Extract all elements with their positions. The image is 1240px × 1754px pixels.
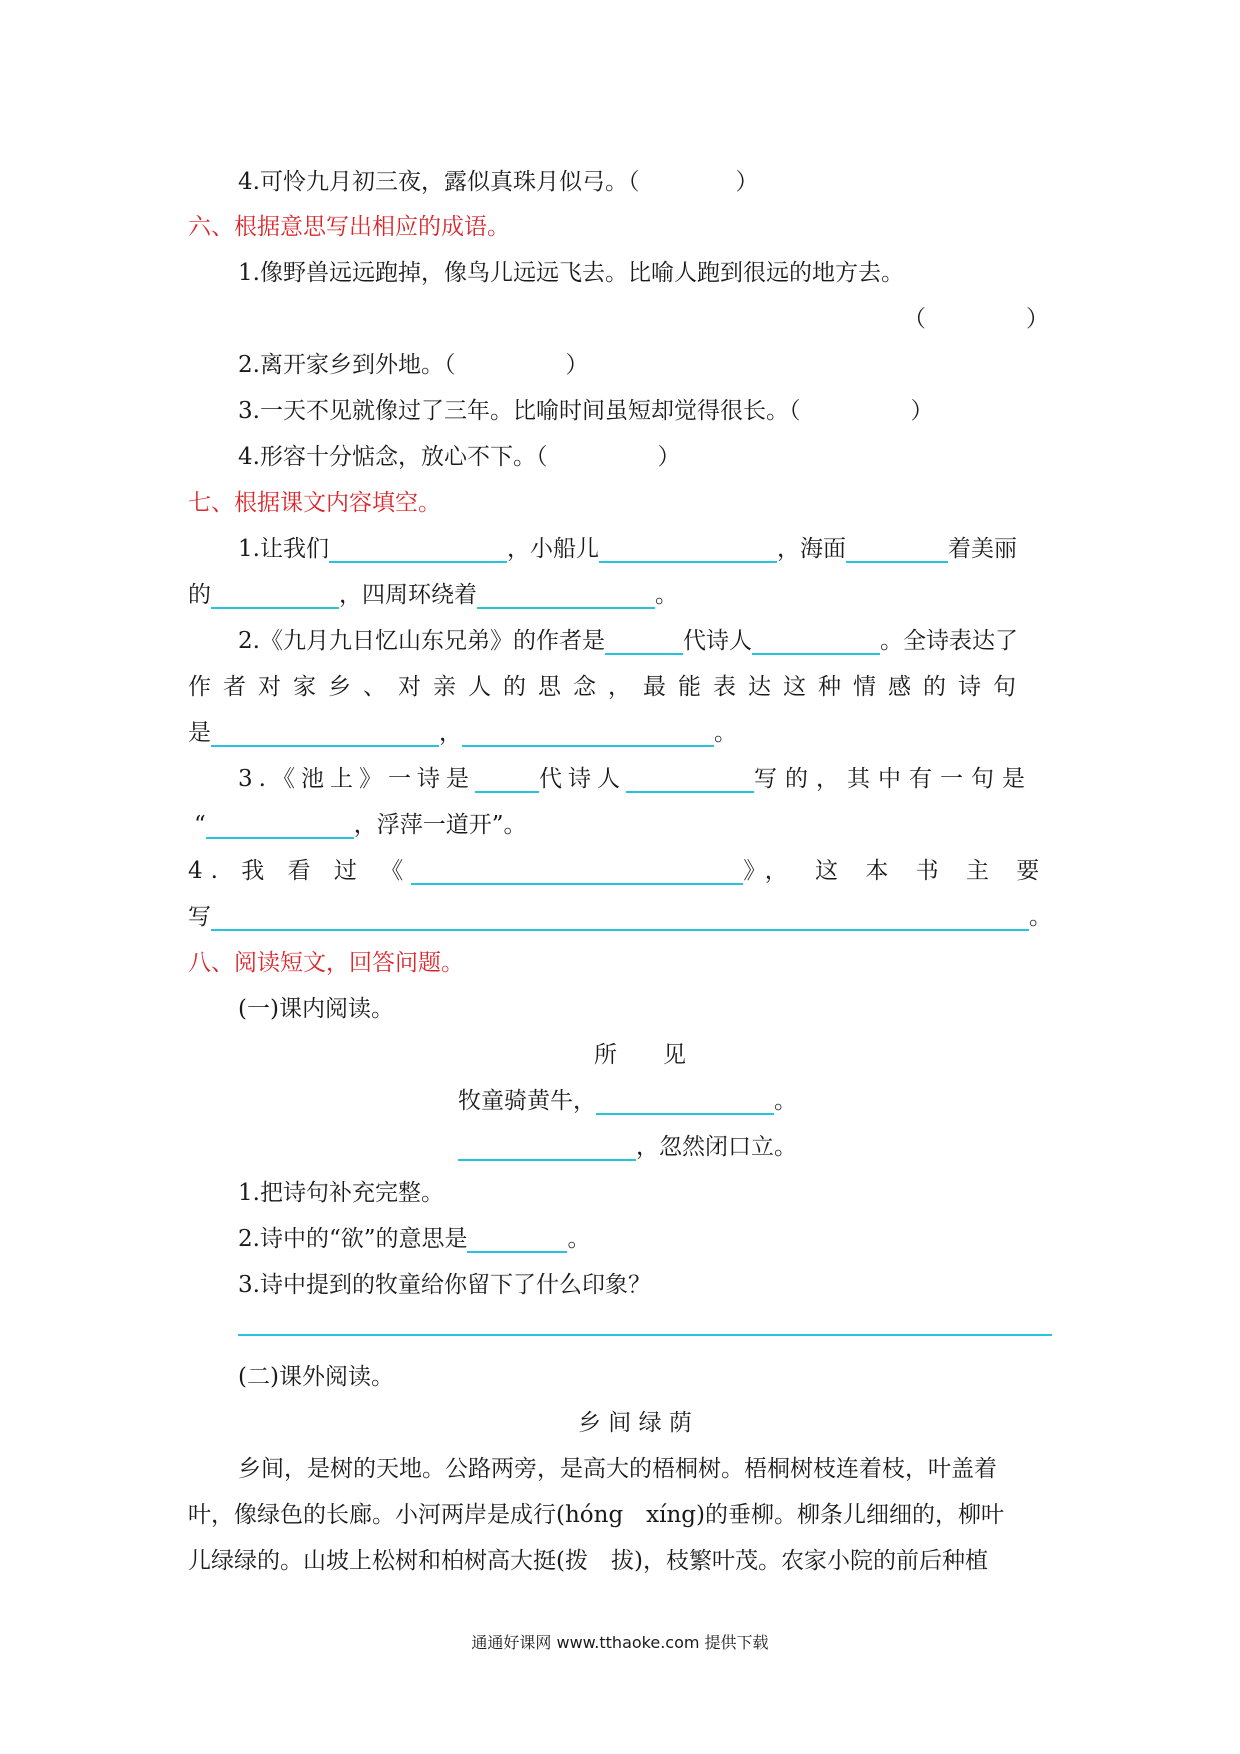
- q-text: 代诗人: [682, 628, 752, 654]
- q-text: 写: [188, 904, 211, 930]
- paren-close: ）: [1026, 306, 1049, 332]
- paren-close: ）: [735, 169, 759, 195]
- blank[interactable]: [846, 533, 948, 563]
- q-text: 代诗人: [538, 766, 626, 792]
- q-text: 是: [188, 720, 211, 746]
- s8-q3: 3.诗中提到的牧童给你留下了什么印象？: [238, 1272, 651, 1298]
- q-text: 2.《九月九日忆山东兄弟》的作者是: [238, 628, 605, 654]
- q-text: 2.离开家乡到外地。（: [238, 352, 456, 378]
- poem-title: 所 见: [594, 1042, 686, 1068]
- s5-q4: [238, 163, 758, 196]
- q-text: ，四周环绕着: [339, 582, 477, 608]
- blank[interactable]: [467, 1223, 567, 1253]
- blank[interactable]: [462, 717, 714, 747]
- footer: 通通好课网 www.tthaoke.com 提供下载: [471, 1633, 769, 1652]
- passage-title: 乡 间 绿 荫: [578, 1410, 692, 1436]
- blank[interactable]: [458, 1131, 636, 1161]
- q-text: ，忽然闭口立。: [636, 1134, 797, 1160]
- q-text: 写的，其中有一句是: [753, 766, 1033, 792]
- s6-q1: 1.像野兽远远跑掉，像鸟儿远远飞去。比喻人跑到很远的地方去。: [238, 260, 904, 286]
- s7-q1-line2: [188, 576, 678, 609]
- passage-line-1: 乡间，是树的天地。公路两旁，是高大的梧桐树。梧桐树枝连着枝，叶盖着: [238, 1456, 997, 1482]
- q-text: 4.形容十分惦念，放心不下。（: [238, 444, 548, 470]
- blank[interactable]: [477, 579, 655, 609]
- s7-q2-line2: 作者对家乡、对亲人的思念，最能表达这种情感的诗句: [188, 674, 1028, 700]
- blank[interactable]: [211, 579, 339, 609]
- s7-q3-line1: [238, 760, 1033, 793]
- q-text: 2.诗中的“欲”的意思是: [238, 1226, 468, 1252]
- s6-q4: [238, 438, 680, 471]
- q-text: ，: [439, 720, 462, 746]
- part1-heading: (一)课内阅读。: [238, 996, 394, 1022]
- q-text: 。: [1029, 904, 1052, 930]
- paren-close: ）: [565, 352, 589, 378]
- s6-q1-answer: [903, 300, 1049, 333]
- blank[interactable]: [605, 625, 683, 655]
- section-8-title: 八、阅读短文，回答问题。: [188, 950, 464, 976]
- q-text: 4. 我 看 过 《: [188, 858, 412, 884]
- s7-q4-line2: [188, 898, 1052, 931]
- s6-q2: [238, 346, 588, 379]
- blank[interactable]: [596, 1085, 774, 1115]
- blank[interactable]: [411, 855, 743, 885]
- q-text: 1.让我们: [238, 536, 329, 562]
- q-text: ，小船儿: [506, 536, 599, 562]
- blank[interactable]: [206, 809, 354, 839]
- answer-line[interactable]: [238, 1312, 1052, 1336]
- paren-close: ）: [910, 398, 934, 424]
- q-text: 》， 这 本 书 主 要: [743, 858, 1050, 884]
- q-text: 3.一天不见就像过了三年。比喻时间虽短却觉得很长。（: [238, 398, 801, 424]
- section-7-title: 七、根据课文内容填空。: [188, 490, 441, 516]
- s7-q2-line1: [238, 622, 1018, 655]
- blank[interactable]: [211, 901, 1029, 931]
- paren-close: ）: [657, 444, 681, 470]
- s7-q4-line1: [188, 852, 1049, 885]
- part2-heading: (二)课外阅读。: [238, 1364, 394, 1390]
- blank[interactable]: [211, 717, 439, 747]
- section-6-title: 六、根据意思写出相应的成语。: [188, 214, 510, 240]
- blank[interactable]: [626, 763, 754, 793]
- q-text: 。: [774, 1088, 797, 1114]
- q-text: 4.可怜九月初三夜，露似真珠月似弓。（: [238, 169, 640, 195]
- q-text: 牧童骑黄牛，: [458, 1088, 596, 1114]
- q-text: 着美丽: [947, 536, 1017, 562]
- s8-q1: 1.把诗句补充完整。: [238, 1180, 444, 1206]
- q-text: ，浮萍一道开”。: [353, 812, 527, 838]
- passage-line-3: 儿绿绿的。山坡上松树和柏树高大挺(拨 拔)，枝繁叶茂。农家小院的前后种植: [188, 1548, 988, 1574]
- s6-q3: [238, 392, 933, 425]
- q-text: 。全诗表达了: [879, 628, 1018, 654]
- passage-line-2: 叶，像绿色的长廊。小河两岸是成行(hóng xíng)的垂柳。柳条儿细细的，柳叶: [188, 1502, 1005, 1528]
- blank[interactable]: [475, 763, 539, 793]
- q-text: ，海面: [776, 536, 846, 562]
- s7-q1-line1: [238, 530, 1017, 563]
- q-text: 。: [714, 720, 737, 746]
- poem-line-1: [458, 1082, 797, 1115]
- q-text: 。: [655, 582, 678, 608]
- paren-open: （: [903, 306, 926, 332]
- q-text: “: [194, 812, 206, 838]
- q-text: 。: [567, 1226, 591, 1252]
- s7-q2-line3: [188, 714, 737, 747]
- blank[interactable]: [329, 533, 507, 563]
- blank[interactable]: [752, 625, 880, 655]
- blank[interactable]: [599, 533, 777, 563]
- poem-line-2: [458, 1128, 797, 1161]
- q-text: 3.《池上》一诗是: [238, 766, 475, 792]
- s8-q2: [238, 1220, 590, 1253]
- s7-q3-line2: [194, 806, 527, 839]
- q-text: 的: [188, 582, 211, 608]
